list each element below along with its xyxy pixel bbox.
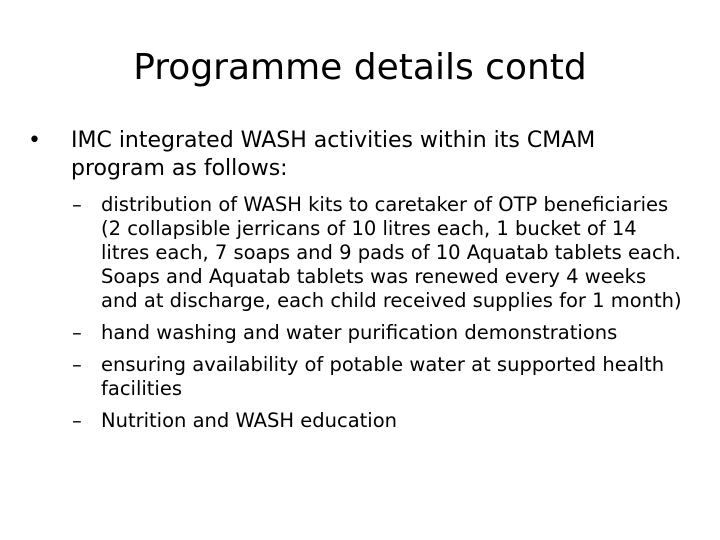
- bullet-marker: •: [28, 128, 41, 153]
- dash-marker: –: [72, 409, 82, 432]
- dash-marker: –: [72, 353, 82, 376]
- bullet-text: IMC integrated WASH activities within its CMAM program as follows:: [71, 128, 596, 181]
- sub-bullet-text: Nutrition and WASH education: [101, 409, 398, 432]
- bullet-item: [28, 127, 678, 183]
- main-bullet: [28, 127, 678, 183]
- sub-bullet-item: [72, 409, 687, 433]
- sub-bullet-item: [72, 193, 687, 313]
- slide-title: Programme details contd: [133, 47, 587, 88]
- sub-bullet-item: [72, 321, 687, 345]
- sub-bullet-list: [72, 193, 687, 441]
- dash-marker: –: [72, 193, 82, 216]
- dash-marker: –: [72, 321, 82, 344]
- sub-bullet-item: [72, 353, 687, 401]
- sub-bullet-text: distribution of WASH kits to caretaker of OTP beneficiaries (2 collapsible jerricans of 10 litres each, 1 bucket of 14 litres each, 7 soaps and 9 pads of 10 Aquatab tablets each. Soaps and Aquatab tablets was renewed every 4 weeks and at discharge, each child received supplies for 1 month): [101, 193, 682, 312]
- sub-bullet-text: hand washing and water purification demonstrations: [101, 321, 618, 344]
- sub-bullet-text: ensuring availability of potable water at supported health facilities: [101, 353, 665, 400]
